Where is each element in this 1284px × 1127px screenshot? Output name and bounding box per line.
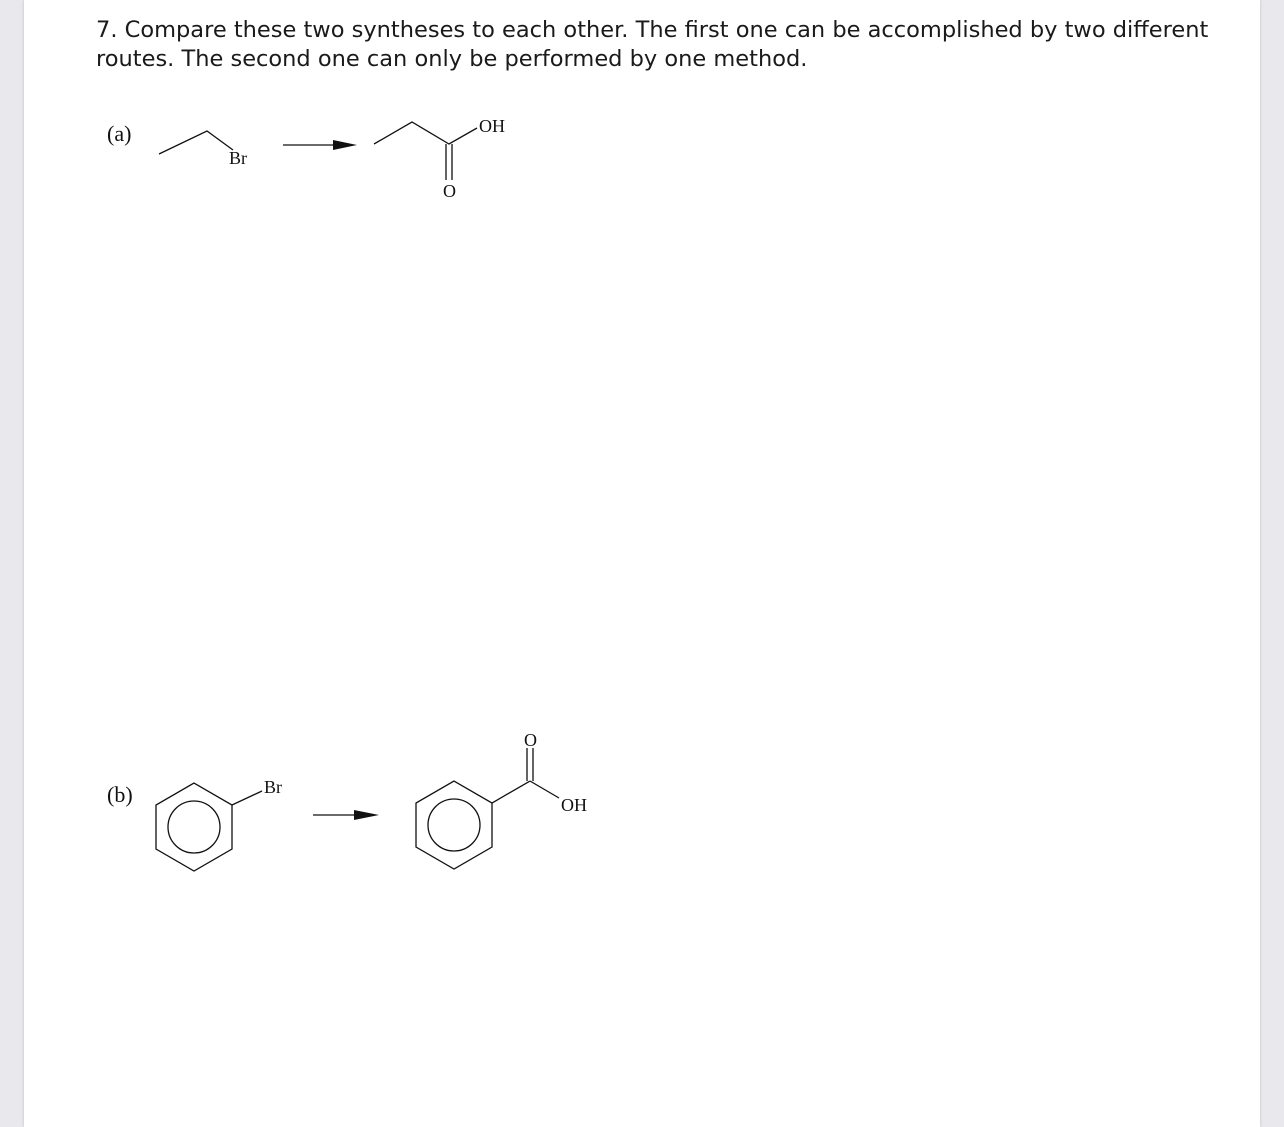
part-a-product-propanoic-acid <box>374 116 505 201</box>
part-b-product-benzoic-acid <box>416 730 587 869</box>
part-a-oh-label: OH <box>479 116 505 136</box>
part-a-o-label: O <box>443 181 456 201</box>
document-page <box>24 0 1260 1127</box>
part-b-label: (b) <box>107 782 133 807</box>
reaction-schemes <box>24 0 1260 1127</box>
part-b-reactant-bromobenzene <box>156 777 282 871</box>
part-a-label: (a) <box>107 121 132 146</box>
part-a-reaction-arrow <box>283 140 357 150</box>
part-b-o-label: O <box>524 730 537 750</box>
part-b-reaction-arrow <box>313 810 379 820</box>
part-a-reactant-bromoethane <box>159 131 247 168</box>
part-b-br-label: Br <box>264 777 282 797</box>
part-a-br-label: Br <box>229 148 247 168</box>
question-line-1: 7. Compare these two syntheses to each other. The first one can be accomplished by two different <box>96 17 1209 43</box>
part-b-oh-label: OH <box>561 795 587 815</box>
question-line-2: routes. The second one can only be performed by one method. <box>96 45 808 72</box>
